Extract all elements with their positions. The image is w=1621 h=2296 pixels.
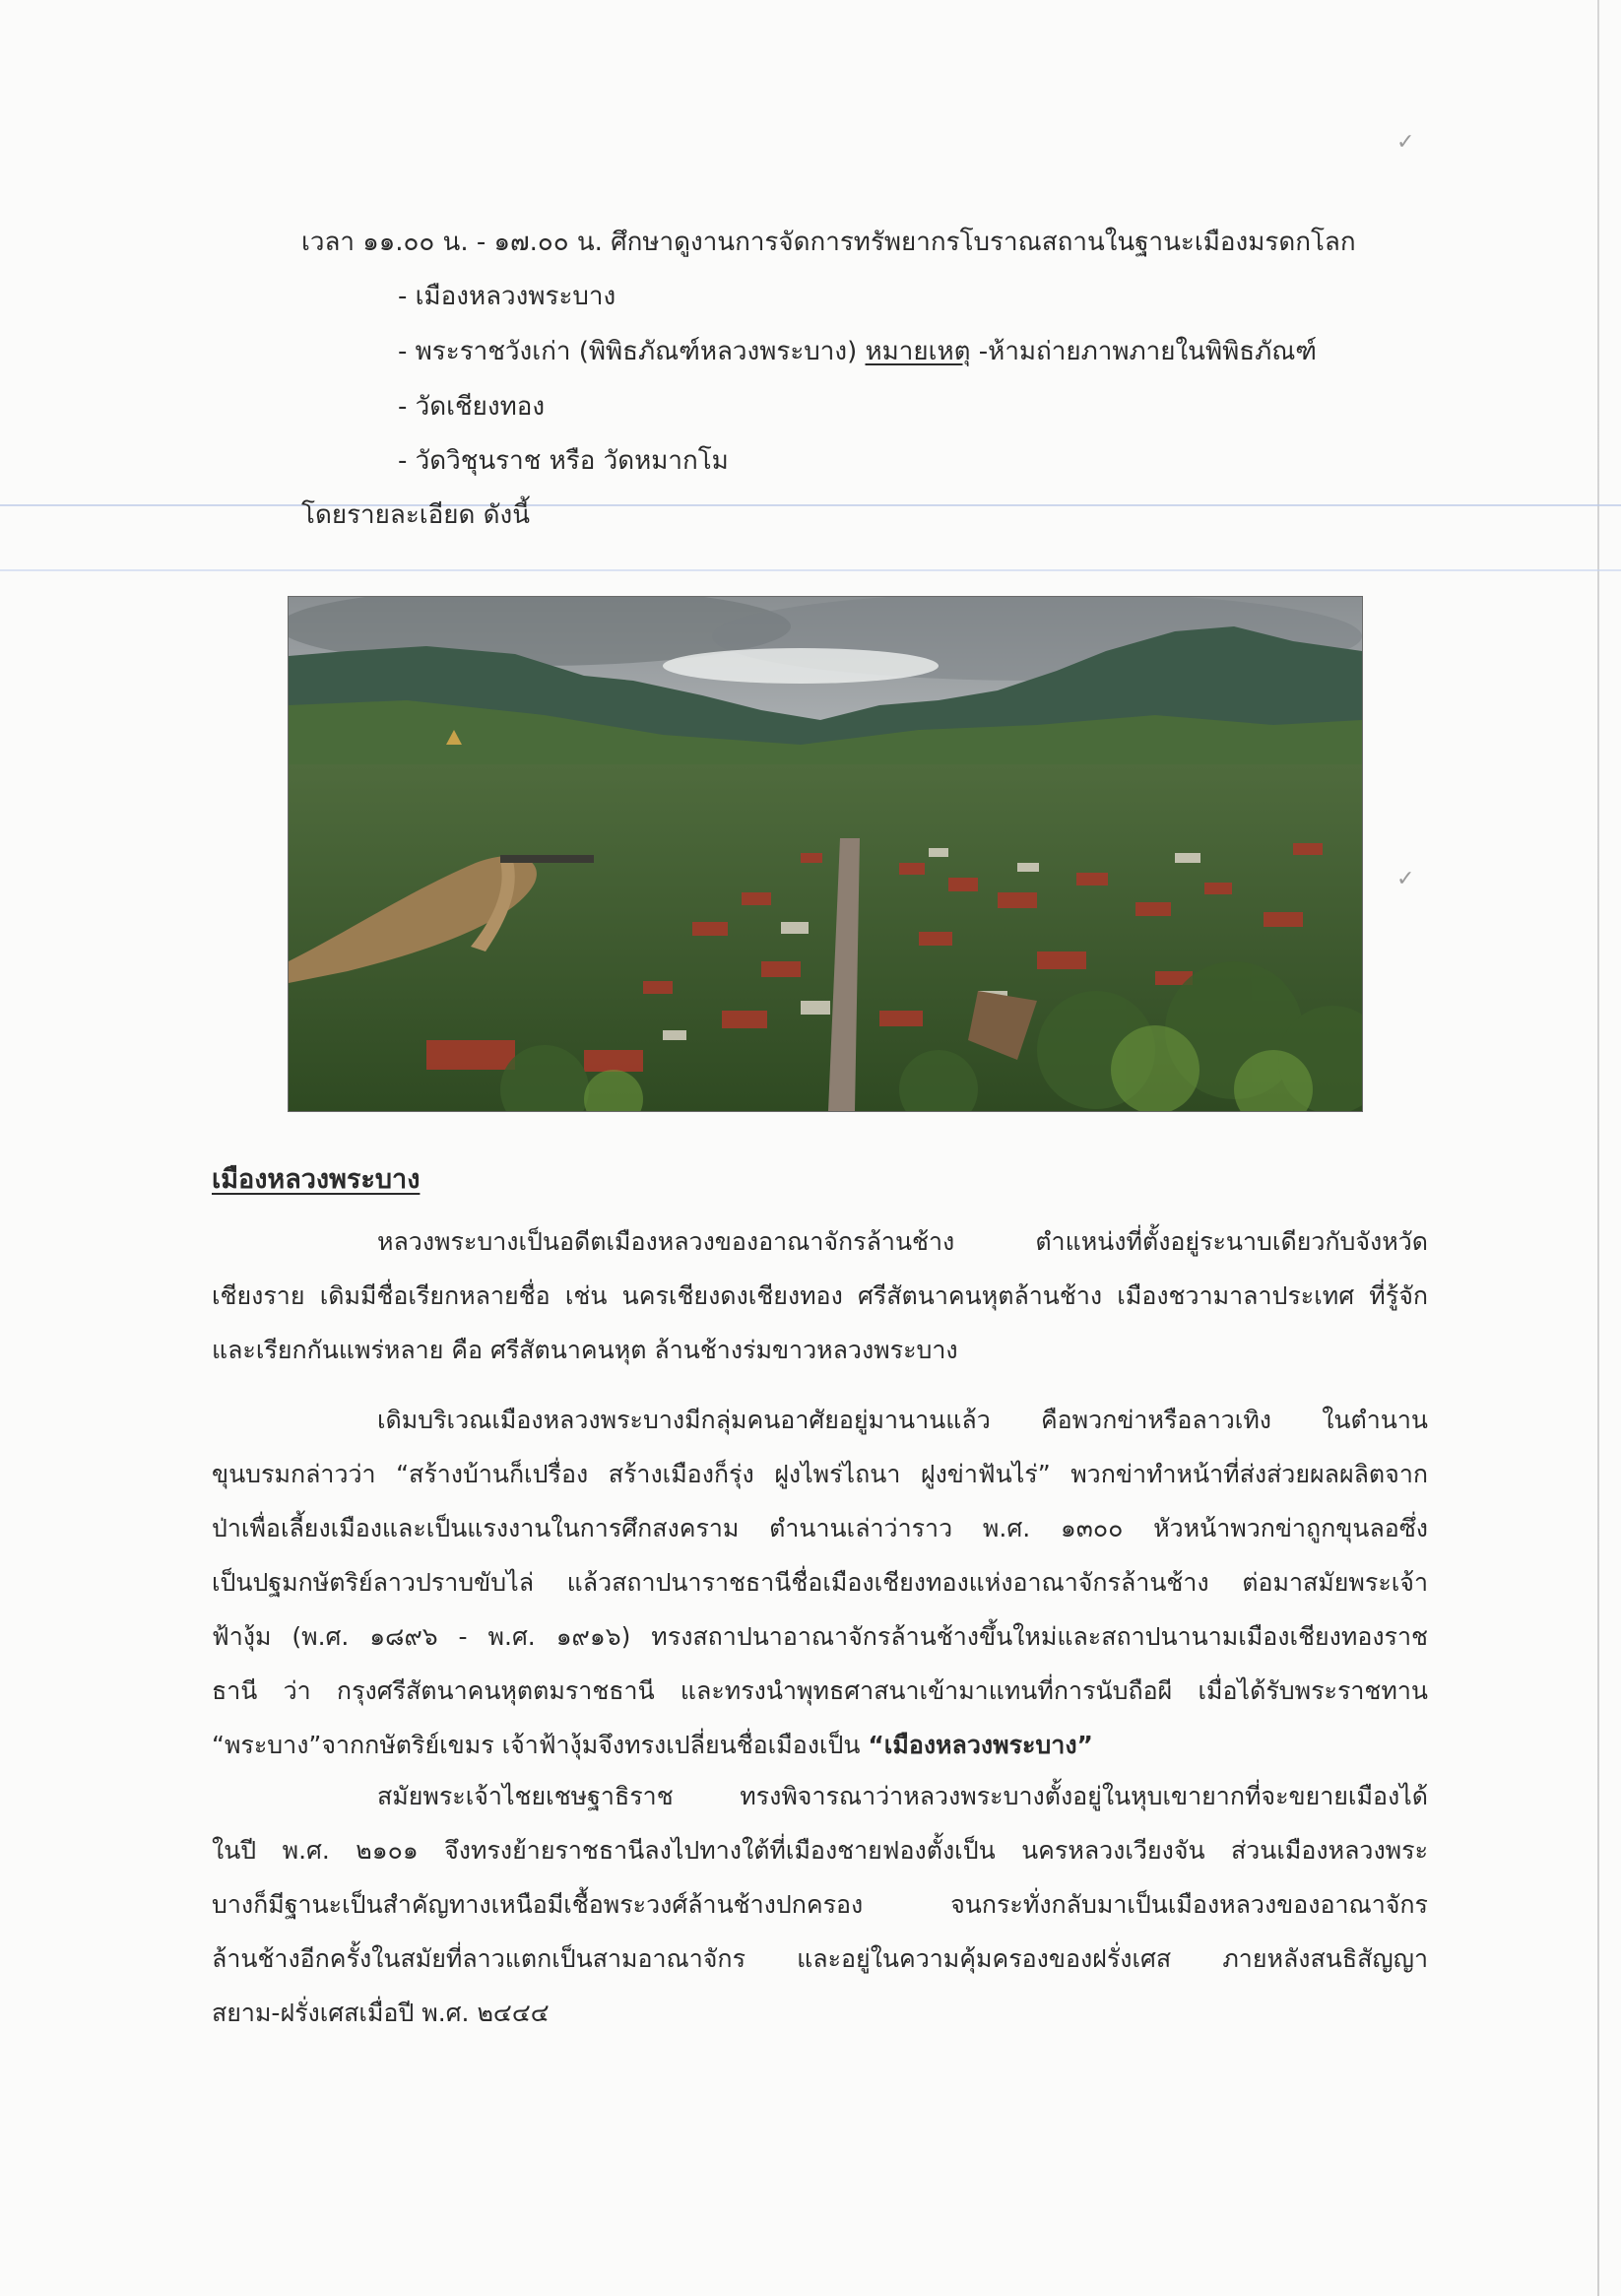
scan-artifact-line [0, 504, 1621, 506]
paragraph-line: บางก็มีฐานะเป็นสำคัญทางเหนือมีเชื้อพระวงศ์ล้านช้างปกครอง จนกระทั่งกลับมาเป็นเมืองหลวงของอาณาจักร [212, 1890, 1428, 1919]
paragraph-history [212, 1214, 1428, 1377]
section-heading: เมืองหลวงพระบาง [212, 1164, 421, 1195]
paragraph-line: เชียงราย เดิมมีชื่อเรียกหลายชื่อ เช่น นครเชียงดงเชียงทอง ศรีสัตนาคนหุตล้านช้าง เมืองชวามาลาประเทศ ที่รู้จัก [212, 1281, 1428, 1310]
paragraph-line: ขุนบรมกล่าวว่า “สร้างบ้านก็เปรื่อง สร้างเมืองก็รุ่ง ฝูงไพร่ไถนา ฝูงข่าฟันไร่” พวกข่าทำหน้าที่ส่งส่วยผลผลิตจาก [212, 1460, 1428, 1488]
paragraph-origins [212, 1393, 1428, 1772]
paragraph-line: เป็นปฐมกษัตริย์ลาวปราบขับไล่ แล้วสถาปนาราชธานีชื่อเมืองเชียงทองแห่งอาณาจักรล้านช้าง ต่อมาสมัยพระเจ้า [212, 1568, 1428, 1597]
schedule-item: - วัดวิชุนราช หรือ วัดหมากโม [398, 446, 729, 476]
detail-line: โดยรายละเอียด ดังนี้ [301, 500, 531, 530]
paragraph-line: ธานี ว่า กรุงศรีสัตนาคนหุตตมราชธานี และทรงนำพุทธศาสนาเข้ามาแทนที่การนับถือผี เมื่อได้รับพระราชทาน [212, 1676, 1428, 1705]
page-edge [1597, 0, 1599, 2296]
luang-prabang-aerial-photo [288, 596, 1363, 1112]
paragraph-line: หลวงพระบางเป็นอดีตเมืองหลวงของอาณาจักรล้านช้าง ตำแหน่งที่ตั้งอยู่ระนาบเดียวกับจังหวัด [377, 1227, 1428, 1256]
paragraph-line: ฟ้างุ้ม (พ.ศ. ๑๘๙๖ - พ.ศ. ๑๙๑๖) ทรงสถาปนาอาณาจักรล้านช้างขึ้นใหม่และสถาปนานามเมืองเชียงทองราช [212, 1622, 1428, 1651]
note-text: -ห้ามถ่ายภาพภายในพิพิธภัณฑ์ [970, 337, 1317, 366]
paragraph-line: ในปี พ.ศ. ๒๑๐๑ จึงทรงย้ายราชธานีลงไปทางใต้ที่เมืองชายฟองตั้งเป็น นครหลวงเวียงจัน ส่วนเมืองหลวงพระ [212, 1836, 1428, 1865]
paragraph-line: และเรียกกันแพร่หลาย คือ ศรีสัตนาคนหุต ล้านช้างร่มขาวหลวงพระบาง [212, 1336, 958, 1364]
scan-tick-mark: ✓ [1396, 867, 1415, 891]
paragraph-line: เดิมบริเวณเมืองหลวงพระบางมีกลุ่มคนอาศัยอยู่มานานแล้ว คือพวกข่าหรือลาวเทิง ในตำนาน [377, 1406, 1428, 1434]
paragraph-line: ล้านช้างอีกครั้งในสมัยที่ลาวแตกเป็นสามอาณาจักร และอยู่ในความคุ้มครองของฝรั่งเศส ภายหลังสนธิสัญญา [212, 1944, 1428, 1973]
scan-artifact-line [0, 569, 1621, 571]
note-label: หมายเหตุ [865, 337, 971, 366]
city-name-bold: “เมืองหลวงพระบาง” [868, 1731, 1093, 1759]
paragraph-line-text: “พระบาง”จากกษัตริย์เขมร เจ้าฟ้างุ้มจึงทรงเปลี่ยนชื่อเมืองเป็น [212, 1731, 869, 1759]
schedule-time-line: เวลา ๑๑.๐๐ น. - ๑๗.๐๐ น. ศึกษาดูงานการจัดการทรัพยากรโบราณสถานในฐานะเมืองมรดกโลก [301, 228, 1356, 257]
schedule-item [398, 335, 1317, 368]
schedule-item: - วัดเชียงทอง [398, 392, 546, 422]
scan-tick-mark: ✓ [1396, 130, 1415, 155]
paragraph-capital-move [212, 1769, 1428, 2040]
paragraph-line: สยาม-ฝรั่งเศสเมื่อปี พ.ศ. ๒๔๔๔ [212, 1999, 550, 2027]
paragraph-line [212, 1718, 1428, 1772]
paragraph-line: สมัยพระเจ้าไชยเชษฐาธิราช ทรงพิจารณาว่าหลวงพระบางตั้งอยู่ในหุบเขายากที่จะขยายเมืองได้ [377, 1782, 1428, 1810]
paragraph-line: ป่าเพื่อเลี้ยงเมืองและเป็นแรงงานในการศึกสงคราม ตำนานเล่าว่าราว พ.ศ. ๑๓๐๐ หัวหน้าพวกข่าถูกขุนลอซึ่ง [212, 1514, 1428, 1542]
schedule-item-text: - พระราชวังเก่า (พิพิธภัณฑ์หลวงพระบาง) [398, 337, 858, 366]
schedule-item: - เมืองหลวงพระบาง [398, 282, 616, 311]
